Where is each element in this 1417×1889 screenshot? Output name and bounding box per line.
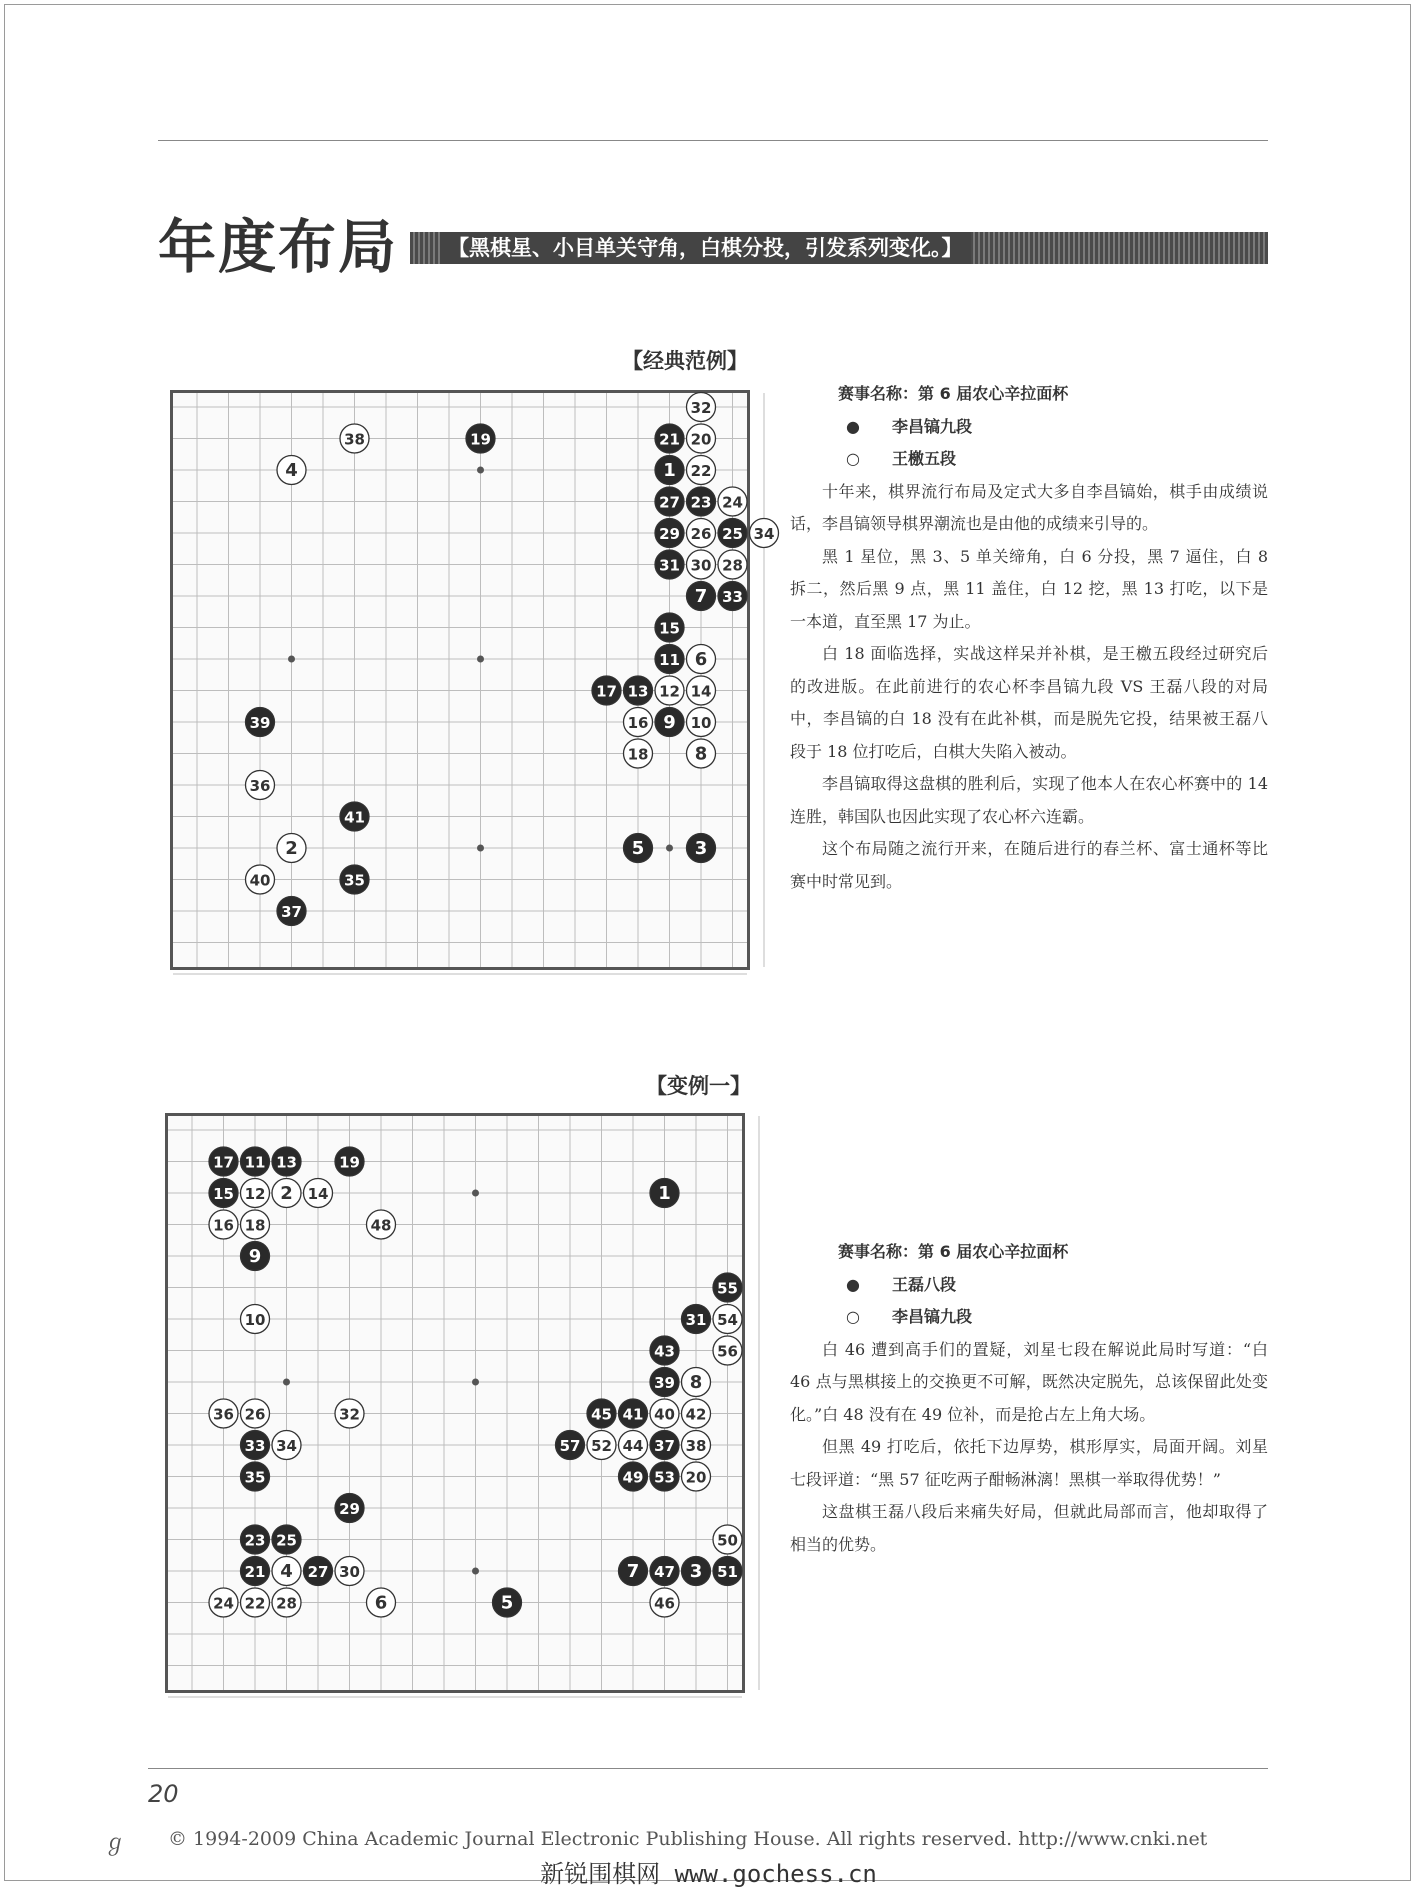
page-title: 年度布局 xyxy=(158,213,399,281)
white-stone-icon: ○ xyxy=(846,1307,860,1326)
white-stone xyxy=(241,1179,270,1208)
stone-number: 11 xyxy=(244,1153,266,1172)
stone-number: 7 xyxy=(694,586,708,607)
bottom-rule xyxy=(148,1768,1268,1769)
stone-number: 17 xyxy=(213,1153,234,1172)
white-stone xyxy=(619,1431,648,1460)
white-stone xyxy=(682,1431,711,1460)
stone-number: 47 xyxy=(654,1563,675,1581)
stone-number: 15 xyxy=(659,619,680,638)
black-stone xyxy=(466,424,495,453)
stone-number: 10 xyxy=(244,1311,266,1329)
stone-number: 18 xyxy=(627,745,649,764)
stone-number: 33 xyxy=(722,588,743,606)
star-point xyxy=(477,467,484,474)
white-stone xyxy=(272,1557,301,1586)
white-stone xyxy=(246,865,275,894)
star-point xyxy=(288,656,295,663)
stone-number: 15 xyxy=(213,1185,234,1203)
black-stone xyxy=(650,1557,679,1586)
stone-number: 29 xyxy=(339,1500,360,1518)
black-stone xyxy=(655,424,684,453)
stone-number: 37 xyxy=(281,903,302,921)
black-stone xyxy=(687,582,716,611)
stone-number: 7 xyxy=(626,1561,640,1582)
section-label-classic: 【经典范例】 xyxy=(622,349,748,373)
white-stone xyxy=(209,1399,238,1428)
stone-number: 51 xyxy=(717,1563,738,1581)
white-stone xyxy=(713,1305,742,1334)
white-stone xyxy=(682,1462,711,1491)
black-stone xyxy=(340,865,369,894)
stone-number: 28 xyxy=(722,556,743,575)
stone-number: 23 xyxy=(690,493,712,512)
stone-number: 11 xyxy=(659,651,680,669)
stone-number: 27 xyxy=(659,493,680,512)
stone-number: 9 xyxy=(663,712,676,733)
black-stone xyxy=(682,1305,711,1334)
stone-number: 30 xyxy=(339,1563,360,1581)
white-stone xyxy=(718,487,747,516)
white-stone xyxy=(624,739,653,768)
white-stone xyxy=(713,1336,742,1365)
black-stone-icon: ● xyxy=(846,1274,860,1294)
black-stone xyxy=(241,1147,270,1176)
white-stone xyxy=(687,708,716,737)
black-stone xyxy=(340,802,369,831)
black-stone xyxy=(619,1557,648,1586)
black-stone xyxy=(655,550,684,579)
stone-number: 31 xyxy=(659,556,680,575)
black-stone xyxy=(650,1179,679,1208)
white-stone xyxy=(687,393,716,422)
stone-number: 50 xyxy=(717,1531,738,1550)
white-stone xyxy=(687,519,716,548)
black-stone xyxy=(335,1147,364,1176)
commentary-paragraph: 这个布局随之流行开来，在随后进行的春兰杯、富士通杯等比赛中时常见到。 xyxy=(790,839,1268,891)
white-stone xyxy=(750,519,779,548)
stone-number: 18 xyxy=(244,1216,266,1235)
white-stone xyxy=(277,834,306,863)
white-stone xyxy=(682,1368,711,1397)
stone-number: 14 xyxy=(690,682,712,701)
stone-number: 24 xyxy=(213,1594,234,1613)
star-point xyxy=(477,656,484,663)
black-stone xyxy=(624,676,653,705)
white-stone xyxy=(687,424,716,453)
black-stone xyxy=(655,645,684,674)
white-stone xyxy=(687,739,716,768)
stone-number: 35 xyxy=(344,871,365,890)
stone-number: 21 xyxy=(244,1563,266,1581)
stone-number: 19 xyxy=(339,1153,360,1172)
black-stone xyxy=(272,1525,301,1554)
stone-number: 2 xyxy=(285,838,298,859)
white-stone xyxy=(272,1431,301,1460)
stone-number: 57 xyxy=(559,1437,581,1455)
stone-number: 9 xyxy=(248,1246,262,1267)
stone-number: 32 xyxy=(339,1405,360,1424)
black-stone xyxy=(718,582,747,611)
white-stone xyxy=(277,456,306,485)
stone-number: 13 xyxy=(276,1153,297,1172)
stone-number: 27 xyxy=(307,1563,329,1581)
white-player: ○ 李昌镐九段 xyxy=(790,1301,1268,1334)
black-stone xyxy=(718,519,747,548)
white-stone xyxy=(241,1588,270,1617)
black-stone xyxy=(682,1557,711,1586)
star-point xyxy=(666,845,673,852)
black-player: ● 李昌镐九段 xyxy=(790,411,1268,444)
black-stone xyxy=(655,613,684,642)
white-stone xyxy=(209,1210,238,1239)
white-stone xyxy=(209,1588,238,1617)
black-stone xyxy=(272,1147,301,1176)
stone-number: 23 xyxy=(244,1531,266,1550)
black-stone xyxy=(304,1557,333,1586)
black-stone xyxy=(241,1462,270,1491)
stone-number: 5 xyxy=(500,1592,514,1614)
stone-number: 52 xyxy=(591,1437,612,1455)
stone-number: 17 xyxy=(596,682,617,701)
stone-number: 25 xyxy=(722,525,743,543)
white-stone xyxy=(335,1399,364,1428)
stone-number: 45 xyxy=(591,1405,612,1424)
stone-number: 6 xyxy=(374,1592,388,1614)
stone-number: 38 xyxy=(344,430,365,449)
commentary-paragraph: 李昌镐取得这盘棋的胜利后，实现了他本人在农心杯赛中的 14 连胜，韩国队也因此实现了农心杯六连霸。 xyxy=(790,774,1268,826)
white-stone xyxy=(650,1588,679,1617)
white-stone xyxy=(304,1179,333,1208)
event-name: 赛事名称：第 6 届农心辛拉面杯 xyxy=(838,1242,1069,1261)
commentary-paragraph: 黑 1 星位，黑 3、5 单关缔角，白 6 分投，黑 7 逼住，白 8 拆二，然后黑 9 点，黑 11 盖住，白 12 挖，黑 13 打吃，以下是一本道，直至黑 17 为止。 xyxy=(790,546,1268,631)
star-point xyxy=(477,845,484,852)
stone-number: 4 xyxy=(285,460,298,481)
white-stone xyxy=(687,550,716,579)
white-stone xyxy=(246,771,275,800)
board-diagram xyxy=(168,1116,742,1690)
white-stone xyxy=(687,676,716,705)
white-player: ○ 王檄五段 xyxy=(790,443,1268,476)
star-point xyxy=(472,1568,479,1575)
stone-number: 2 xyxy=(280,1183,293,1204)
stone-number: 34 xyxy=(276,1437,297,1455)
stone-number: 46 xyxy=(654,1594,675,1613)
stone-number: 1 xyxy=(658,1183,671,1204)
stone-number: 49 xyxy=(622,1468,644,1487)
game-info-classic xyxy=(790,378,1268,898)
stone-number: 40 xyxy=(654,1405,675,1424)
black-stone xyxy=(713,1273,742,1302)
white-stone xyxy=(272,1588,301,1617)
event-name: 赛事名称：第 6 届农心辛拉面杯 xyxy=(838,384,1069,403)
commentary-paragraph: 但黑 49 打吃后，依托下边厚势，棋形厚实，局面开阔。刘星七段评道：“黑 57 征吃两子酣畅淋漓！黑棋一举取得优势！” xyxy=(790,1437,1268,1489)
star-point xyxy=(472,1190,479,1197)
white-stone xyxy=(340,424,369,453)
stone-number: 53 xyxy=(654,1468,675,1487)
page-number: 20 xyxy=(148,1780,179,1808)
stone-number: 55 xyxy=(717,1279,738,1298)
stone-number: 24 xyxy=(722,493,743,512)
board-diagram xyxy=(173,393,775,967)
stone-number: 3 xyxy=(694,838,708,859)
black-stone xyxy=(650,1368,679,1397)
white-stone xyxy=(587,1431,616,1460)
top-rule xyxy=(158,140,1268,141)
black-stone xyxy=(619,1399,648,1428)
stone-number: 3 xyxy=(689,1561,703,1582)
white-stone xyxy=(367,1588,396,1617)
white-stone-icon: ○ xyxy=(846,449,860,468)
stone-number: 28 xyxy=(276,1594,297,1613)
black-stone xyxy=(687,487,716,516)
black-stone xyxy=(655,708,684,737)
white-stone xyxy=(335,1557,364,1586)
black-stone xyxy=(241,1525,270,1554)
stone-number: 44 xyxy=(622,1437,644,1455)
black-stone xyxy=(241,1431,270,1460)
stone-number: 12 xyxy=(244,1185,266,1203)
black-stone xyxy=(241,1242,270,1271)
stone-number: 31 xyxy=(685,1311,707,1329)
commentary-paragraph: 白 46 遭到高手们的置疑，刘星七段在解说此局时写道：“白 46 点与黑棋接上的交换更不可解，既然决定脱先，总该保留此处变化。”白 48 没有在 49 位补，而是抢占左上角大场。 xyxy=(790,1339,1268,1424)
black-stone xyxy=(650,1462,679,1491)
stone-number: 39 xyxy=(249,714,271,732)
black-stone xyxy=(246,708,275,737)
black-stone xyxy=(687,834,716,863)
stone-number: 20 xyxy=(685,1468,707,1487)
stone-number: 30 xyxy=(690,556,712,575)
white-stone xyxy=(241,1210,270,1239)
subtitle-text: 【黑棋星、小目单关守角，白棋分投，引发系列变化。】 xyxy=(440,232,971,264)
commentary-paragraph: 白 18 面临选择，实战这样呆并补棋，是王檄五段经过研究后的改进版。在此前进行的农心杯李昌镐九段 VS 王磊八段的对局中，李昌镐的白 18 没有在此补棋，而是脱先它投，结果被王磊八段于 18 位打吃后，白棋大失陷入被动。 xyxy=(790,644,1268,761)
commentary-paragraph: 十年来，棋界流行布局及定式大多自李昌镐始，棋手由成绩说话，李昌镐领导棋界潮流也是由他的成绩来引导的。 xyxy=(790,481,1268,533)
black-stone xyxy=(713,1557,742,1586)
white-stone xyxy=(367,1210,396,1239)
black-stone xyxy=(650,1431,679,1460)
stone-number: 32 xyxy=(690,399,712,417)
stone-number: 8 xyxy=(689,1372,703,1393)
black-stone xyxy=(587,1399,616,1428)
white-stone xyxy=(241,1399,270,1428)
stone-number: 38 xyxy=(685,1437,707,1455)
game-info-variation xyxy=(790,1236,1268,1561)
stone-number: 12 xyxy=(659,682,680,701)
commentary-paragraph: 这盘棋王磊八段后来痛失好局，但就此局部而言，他却取得了相当的优势。 xyxy=(790,1502,1268,1554)
stone-number: 54 xyxy=(717,1311,738,1329)
copyright-footer: © 1994-2009 China Academic Journal Electronic Publishing House. All rights reserved. http://www.cnki.net xyxy=(168,1828,1208,1850)
star-point xyxy=(472,1379,479,1386)
stone-number: 21 xyxy=(659,430,680,449)
stone-number: 26 xyxy=(690,525,712,543)
white-stone xyxy=(624,708,653,737)
white-stone xyxy=(687,456,716,485)
black-stone xyxy=(592,676,621,705)
stone-number: 36 xyxy=(213,1405,234,1424)
stone-number: 13 xyxy=(627,682,649,701)
stone-number: 8 xyxy=(694,743,708,765)
stone-number: 43 xyxy=(654,1342,675,1361)
site-watermark: 新锐围棋网 www.gochess.cn xyxy=(540,1860,877,1888)
stone-number: 20 xyxy=(690,430,712,449)
white-stone xyxy=(718,550,747,579)
black-stone xyxy=(655,487,684,516)
stone-number: 22 xyxy=(690,462,712,480)
black-stone xyxy=(209,1147,238,1176)
stone-number: 16 xyxy=(627,714,649,732)
stone-number: 4 xyxy=(280,1561,293,1582)
stone-number: 48 xyxy=(370,1216,392,1235)
stone-number: 1 xyxy=(663,460,676,481)
stone-number: 42 xyxy=(685,1405,707,1424)
go-board-classic xyxy=(170,390,775,970)
stone-number: 25 xyxy=(276,1531,297,1550)
stone-number: 22 xyxy=(244,1594,266,1613)
stone-number: 41 xyxy=(344,808,365,827)
stone-number: 41 xyxy=(622,1405,644,1424)
stone-number: 10 xyxy=(690,714,712,732)
stone-number: 26 xyxy=(244,1405,266,1424)
white-stone xyxy=(682,1399,711,1428)
black-stone xyxy=(241,1557,270,1586)
black-stone xyxy=(556,1431,585,1460)
stone-number: 34 xyxy=(753,525,775,543)
section-label-variation: 【变例一】 xyxy=(646,1074,751,1098)
stone-number: 37 xyxy=(654,1437,675,1455)
stone-number: 33 xyxy=(244,1437,266,1455)
black-stone xyxy=(277,897,306,926)
black-stone xyxy=(335,1494,364,1523)
black-stone xyxy=(650,1336,679,1365)
stone-number: 14 xyxy=(307,1185,329,1203)
stone-number: 16 xyxy=(213,1216,234,1235)
white-stone xyxy=(655,676,684,705)
go-board-variation xyxy=(165,1113,745,1693)
stone-number: 5 xyxy=(631,838,645,859)
white-stone xyxy=(687,645,716,674)
stone-number: 29 xyxy=(659,525,680,543)
star-point xyxy=(283,1379,290,1386)
white-stone xyxy=(713,1525,742,1554)
stone-number: 35 xyxy=(244,1468,266,1487)
black-stone xyxy=(655,519,684,548)
white-stone xyxy=(241,1305,270,1334)
white-stone xyxy=(272,1179,301,1208)
white-stone xyxy=(650,1399,679,1428)
publisher-logo-icon: ℊ xyxy=(104,1831,127,1856)
black-stone-icon: ● xyxy=(846,416,860,436)
black-player: ● 王磊八段 xyxy=(790,1269,1268,1302)
stone-number: 6 xyxy=(694,649,708,670)
black-stone xyxy=(493,1588,522,1617)
stone-number: 19 xyxy=(470,430,491,449)
stone-number: 56 xyxy=(717,1342,738,1361)
black-stone xyxy=(655,456,684,485)
stone-number: 39 xyxy=(654,1374,675,1392)
black-stone xyxy=(619,1462,648,1491)
stone-number: 40 xyxy=(249,871,271,890)
stone-number: 36 xyxy=(249,777,271,795)
black-stone xyxy=(209,1179,238,1208)
black-stone xyxy=(624,834,653,863)
